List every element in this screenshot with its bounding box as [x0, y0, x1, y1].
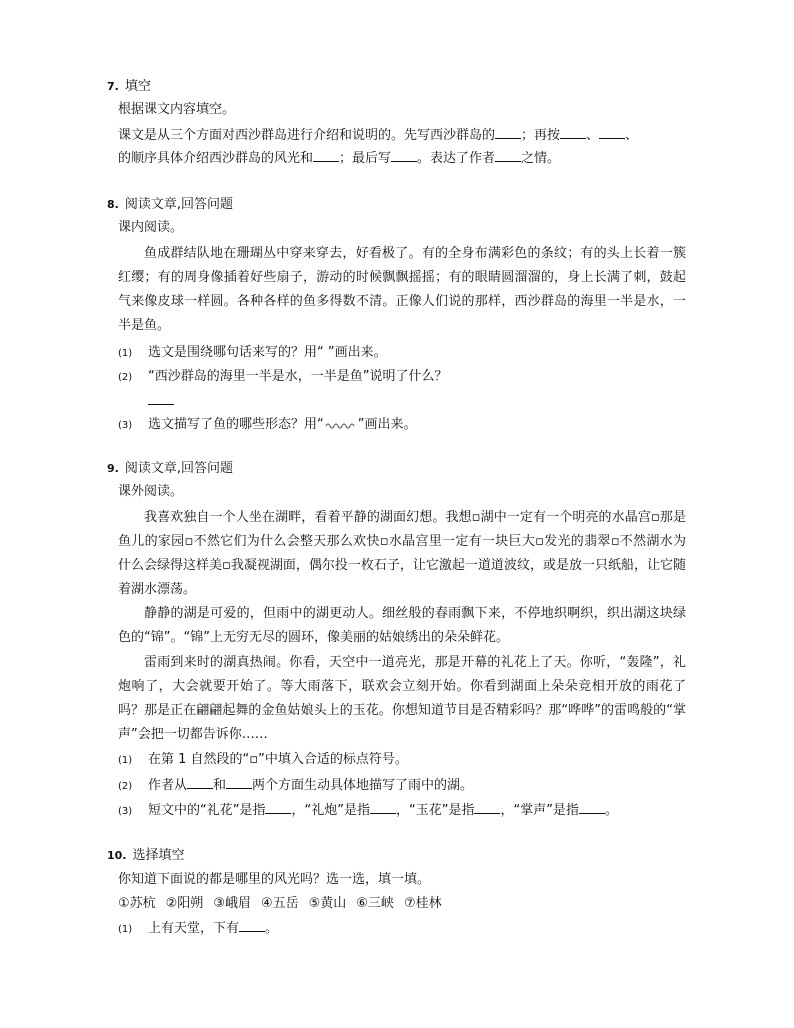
sub-question-number: (1)	[118, 755, 133, 766]
option-item: ④五岳	[260, 896, 299, 911]
answer-blank[interactable]	[391, 147, 417, 162]
answer-blank[interactable]	[579, 799, 605, 814]
sub-question-text: 短文中的“礼花”是指	[148, 803, 266, 818]
option-item: ⑦桂林	[403, 896, 442, 911]
text-segment: ；最后写	[339, 151, 392, 166]
answer-blank[interactable]	[495, 147, 521, 162]
sub-question-number: (3)	[118, 806, 133, 817]
question-10-sub-1	[118, 917, 278, 941]
option-item: ①苏杭	[118, 896, 156, 911]
answer-blank[interactable]	[313, 147, 339, 162]
question-9-header	[107, 458, 687, 480]
question-7-line-3	[118, 147, 560, 170]
question-7-header	[107, 76, 687, 98]
question-10-header	[107, 845, 687, 867]
question-title: 选择填空	[132, 848, 185, 863]
answer-blank[interactable]	[495, 124, 521, 139]
sub-question-text: ，“掌声”是指	[500, 803, 579, 818]
text-segment: 、	[625, 128, 639, 143]
question-9-paragraph-3: 雷雨到来时的湖真热闹。你看，天空中一道亮光，那是开幕的礼花上了天。你听，“轰隆”，礼炮响了，大会就要开始了。等大雨落下，联欢会立刻开始。你看到湖面上朵朵竞相开放的雨花了吗？那是正在翩翩起舞的金鱼姑娘头上的玉花。你想知道节目是否精彩吗？那“哗哗”的雷鸣般的“掌声”会把一切都告诉你……	[118, 655, 686, 742]
sub-question-text: “西沙群岛的海里一半是水，一半是鱼”说明了什么？	[148, 369, 448, 384]
question-title: 阅读文章,回答问题	[124, 197, 233, 212]
question-9-paragraph-2: 静静的湖是可爱的，但雨中的湖更动人。细丝般的春雨飘下来，不停地织啊织，织出湖这块绿色的“锦”。“锦”上无穷无尽的圆环，像美丽的姑娘绣出的朵朵鲜花。	[118, 606, 686, 645]
question-9-sub-2	[118, 774, 473, 798]
sub-question-number: (2)	[118, 781, 133, 792]
text-segment: 课文是从三个方面对西沙群岛进行介绍和说明的。先写西沙群岛的	[118, 128, 496, 143]
sub-question-number: (1)	[118, 924, 133, 935]
question-8-sub-3	[118, 414, 417, 437]
question-7-instruction: 根据课文内容填空。	[118, 102, 236, 117]
option-item: ⑤黄山	[308, 896, 347, 911]
sub-question-text: 和	[213, 778, 227, 793]
sub-question-text: ，“玉花”是指	[395, 803, 475, 818]
answer-blank[interactable]	[599, 124, 625, 139]
question-number: 9.	[107, 462, 119, 475]
sub-question-text: ”画出来。	[357, 417, 417, 432]
question-7-line-2	[118, 124, 638, 147]
sub-question-number: (2)	[118, 372, 133, 383]
sub-question-text: 两个方面生动具体地描写了雨中的湖。	[252, 778, 474, 793]
question-8-sub-2	[118, 366, 447, 389]
text-segment: ；再按	[521, 128, 561, 143]
sub-question-text: 选文描写了鱼的哪些形态？用“	[148, 417, 324, 432]
sub-question-number: (3)	[118, 420, 133, 431]
text-segment: 、	[586, 128, 600, 143]
question-9-sub-1	[118, 749, 408, 772]
text-segment: 之情。	[521, 151, 561, 166]
question-8-passage: 鱼成群结队地在珊瑚丛中穿来穿去，好看极了。有的全身布满彩色的条纹；有的头上长着一簇红缨；有的周身像插着好些扇子，游动的时候飘飘摇摇；有的眼睛圆溜溜的，身上长满了刺，鼓起气来像皮球一样圆。各种各样的鱼多得数不清。正像人们说的那样，西沙群岛的海里一半是水，一半是鱼。	[118, 246, 686, 333]
question-title: 阅读文章,回答问题	[124, 461, 233, 476]
option-item: ③峨眉	[213, 896, 251, 911]
question-number: 7.	[107, 80, 119, 93]
question-8-header	[107, 194, 687, 216]
sub-question-number: (1)	[118, 348, 133, 359]
sub-question-text: ，“礼炮”是指	[291, 803, 370, 818]
question-9-intro: 课外阅读。	[118, 484, 184, 499]
question-number: 8.	[107, 198, 119, 211]
sub-question-text: 选文是围绕哪句话来写的？用“ ”画出来。	[148, 345, 387, 360]
answer-blank[interactable]	[148, 390, 174, 405]
question-8-sub-2-answer	[148, 390, 174, 413]
text-segment: 的顺序具体介绍西沙群岛的风光和	[118, 151, 314, 166]
question-8-intro: 课内阅读。	[118, 220, 184, 235]
answer-blank[interactable]	[474, 799, 500, 814]
question-title: 填空	[124, 79, 151, 94]
option-item: ⑥三峡	[356, 896, 394, 911]
sub-question-text: 在第 1 自然段的“▫”中填入合适的标点符号。	[148, 752, 408, 767]
sub-question-text: 。	[604, 803, 618, 818]
text-segment: 。表达了作者	[417, 151, 496, 166]
answer-blank[interactable]	[370, 799, 396, 814]
option-item: ②阳朔	[165, 896, 204, 911]
question-9-sub-3	[118, 799, 618, 823]
question-9-paragraph-1: 我喜欢独自一个人坐在湖畔，看着平静的湖面幻想。我想▫湖中一定有一个明亮的水晶宫▫那是鱼儿的家园▫不然它们为什么会整天那么欢快▫水晶宫里一定有一块巨大▫发光的翡翠▫不然湖水为什么会绿得这样美▫我凝视湖面，偶尔投一枚石子，让它激起一道道波纹，或是放一只纸船，让它随着湖水漂荡。	[118, 510, 686, 597]
wavy-line-icon	[324, 420, 358, 430]
sub-question-text: 上有天堂，下有	[148, 921, 240, 936]
sub-question-text: 。	[265, 921, 279, 936]
answer-blank[interactable]	[226, 774, 252, 789]
answer-blank[interactable]	[265, 799, 291, 814]
answer-blank[interactable]	[187, 774, 213, 789]
question-8-sub-1	[118, 342, 387, 365]
answer-blank[interactable]	[239, 917, 265, 932]
question-number: 10.	[107, 849, 127, 862]
question-10-intro: 你知道下面说的都是哪里的风光吗？选一选，填一填。	[118, 872, 431, 887]
question-10-options	[118, 893, 442, 915]
answer-blank[interactable]	[560, 124, 586, 139]
sub-question-text: 作者从	[148, 778, 188, 793]
